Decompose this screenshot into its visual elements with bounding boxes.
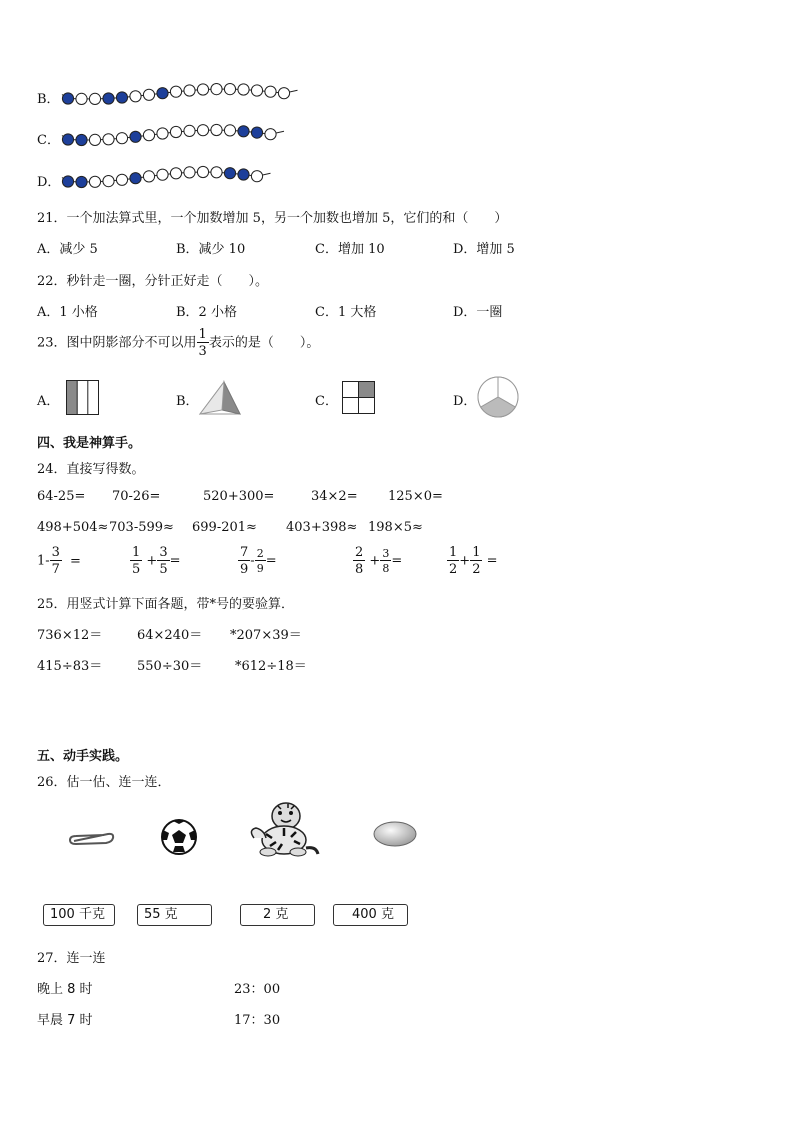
- bead-white: [265, 86, 276, 97]
- bead-string: [60, 121, 290, 149]
- q23-stem-end: 表示的是（ ）。: [208, 335, 320, 351]
- bead-white: [89, 176, 100, 187]
- weight-box-400g[interactable]: 400 克: [333, 904, 408, 926]
- q25-r2-c3: *612÷18＝: [235, 659, 307, 674]
- bead-string: [60, 80, 290, 108]
- tiger-toy-icon: [248, 798, 320, 858]
- bead-blue: [116, 92, 127, 103]
- bead-blue: [76, 134, 87, 145]
- bead-white: [184, 167, 195, 178]
- q25-stem: 25．用竖式计算下面各题，带*号的要验算．: [37, 597, 295, 612]
- bead-white: [197, 125, 208, 136]
- q26-stem: 26．估一估、连一连．: [37, 775, 171, 790]
- q21-stem: 21．一个加法算式里，一个加数增加 5，另一个加数也增加 5，它们的和（ ）: [37, 211, 508, 226]
- q24-r2-c1: 498+504≈: [37, 520, 109, 535]
- bead-option-label[interactable]: B．: [37, 92, 60, 107]
- q23-option-c[interactable]: C．: [315, 394, 338, 409]
- bead-white: [224, 125, 235, 136]
- q24-frac-1: 1- $\frac{3}{7}$ =: [37, 545, 81, 577]
- bead-blue: [157, 88, 168, 99]
- q24-frac-4: $\frac{2}{8}$ + $\frac{3}{8}$ =: [355, 545, 403, 577]
- bead-white: [251, 85, 262, 96]
- bead-white: [184, 85, 195, 96]
- bead-blue: [238, 126, 249, 137]
- q24-r2-c5: 198×5≈: [368, 520, 423, 535]
- q24-r2-c2: 703-599≈: [109, 520, 174, 535]
- q24-r1-c2: 70-26=: [112, 489, 161, 504]
- bead-string: [60, 163, 290, 191]
- q23-stem-start: 23．图中阴影部分不可以用: [37, 335, 197, 351]
- bead-white: [143, 171, 154, 182]
- q25-r2-c1: 415÷83＝: [37, 659, 103, 674]
- figure-triangle: [198, 380, 242, 416]
- weight-box-100kg[interactable]: 100 千克: [43, 904, 115, 926]
- bead-blue: [224, 168, 235, 179]
- bead-white: [103, 134, 114, 145]
- one-third-fraction: $\frac{1}{3}$: [198, 327, 207, 359]
- bead-white: [224, 84, 235, 95]
- q22-option-c[interactable]: C．1 大格: [315, 305, 377, 320]
- bead-white: [265, 129, 276, 140]
- bead-white: [157, 169, 168, 180]
- bead-white: [170, 168, 181, 179]
- weight-box-2g[interactable]: 2 克: [240, 904, 315, 926]
- section-4-heading: 四、我是神算手。: [37, 436, 142, 451]
- section-5-heading: 五、动手实践。: [37, 749, 129, 764]
- q24-r1-c1: 64-25=: [37, 489, 86, 504]
- soccer-ball-icon: [159, 818, 199, 856]
- bead-blue: [62, 134, 73, 145]
- bead-white: [184, 125, 195, 136]
- bead-white: [89, 134, 100, 145]
- q25-r2-c2: 550÷30＝: [137, 659, 203, 674]
- bead-white: [143, 130, 154, 141]
- q22-stem: 22．秒针走一圈，分针正好走（ ）。: [37, 274, 269, 289]
- bead-white: [116, 133, 127, 144]
- q24-r2-c4: 403+398≈: [286, 520, 358, 535]
- bead-white: [278, 88, 289, 99]
- q27-stem: 27．连一连: [37, 951, 106, 966]
- q24-r2-c3: 699-201≈: [192, 520, 257, 535]
- bead-white: [143, 89, 154, 100]
- q23-option-b[interactable]: B．: [176, 394, 199, 409]
- bead-white: [157, 128, 168, 139]
- q25-r1-c2: 64×240＝: [137, 628, 203, 643]
- bead-blue: [238, 169, 249, 180]
- q27-left-1[interactable]: 晚上 8 时: [37, 982, 93, 997]
- bead-blue: [130, 131, 141, 142]
- figure-circle-thirds: [477, 376, 519, 418]
- bead-white: [130, 91, 141, 102]
- egg-icon: [373, 820, 419, 848]
- bead-option-label[interactable]: C．: [37, 133, 60, 148]
- q24-frac-2: $\frac{1}{5}$ + $\frac{3}{5}$ =: [132, 545, 181, 577]
- q24-r1-c4: 34×2=: [311, 489, 358, 504]
- q24-frac-3: $\frac{7}{9}$ - $\frac{2}{9}$ =: [240, 545, 277, 577]
- bead-white: [116, 174, 127, 185]
- bead-white: [103, 176, 114, 187]
- q23-option-a[interactable]: A．: [37, 394, 60, 409]
- figure-square-quarters: [342, 381, 376, 415]
- q27-right-2[interactable]: 17：30: [234, 1013, 281, 1028]
- weight-box-55g[interactable]: 55 克: [137, 904, 212, 926]
- q24-stem: 24．直接写得数。: [37, 462, 145, 477]
- q22-option-b[interactable]: B．2 小格: [176, 305, 237, 320]
- bead-white: [238, 84, 249, 95]
- bead-blue: [76, 176, 87, 187]
- bead-option-label[interactable]: D．: [37, 175, 61, 190]
- bead-white: [89, 93, 100, 104]
- bead-blue: [251, 127, 262, 138]
- q24-r1-c5: 125×0=: [388, 489, 443, 504]
- q25-r1-c1: 736×12＝: [37, 628, 103, 643]
- bead-white: [76, 93, 87, 104]
- bead-white: [170, 86, 181, 97]
- bead-white: [211, 167, 222, 178]
- figure-rectangle-thirds: [66, 380, 100, 416]
- bead-white: [211, 124, 222, 135]
- q27-right-1[interactable]: 23：00: [234, 982, 281, 997]
- q21-option-b[interactable]: B．减少 10: [176, 242, 246, 257]
- q25-r1-c3: *207×39＝: [230, 628, 302, 643]
- bead-blue: [103, 93, 114, 104]
- q21-option-a[interactable]: A．减少 5: [37, 242, 98, 257]
- bead-white: [197, 84, 208, 95]
- q21-option-c[interactable]: C．增加 10: [315, 242, 385, 257]
- q23-option-d[interactable]: D．: [453, 394, 477, 409]
- q21-option-d[interactable]: D．增加 5: [453, 242, 515, 257]
- bead-blue: [62, 176, 73, 187]
- q24-r1-c3: 520+300=: [203, 489, 275, 504]
- bead-blue: [130, 173, 141, 184]
- q23-stem: [37, 328, 319, 358]
- q22-option-d[interactable]: D．一圈: [453, 305, 503, 320]
- paperclip-icon: [68, 828, 116, 846]
- q22-option-a[interactable]: A．1 小格: [37, 305, 98, 320]
- bead-white: [251, 171, 262, 182]
- bead-blue: [62, 93, 73, 104]
- q27-left-2[interactable]: 早晨 7 时: [37, 1013, 93, 1028]
- bead-white: [211, 84, 222, 95]
- bead-white: [197, 166, 208, 177]
- bead-white: [170, 126, 181, 137]
- q24-frac-5: $\frac{1}{2}$ + $\frac{1}{2}$ =: [449, 545, 498, 577]
